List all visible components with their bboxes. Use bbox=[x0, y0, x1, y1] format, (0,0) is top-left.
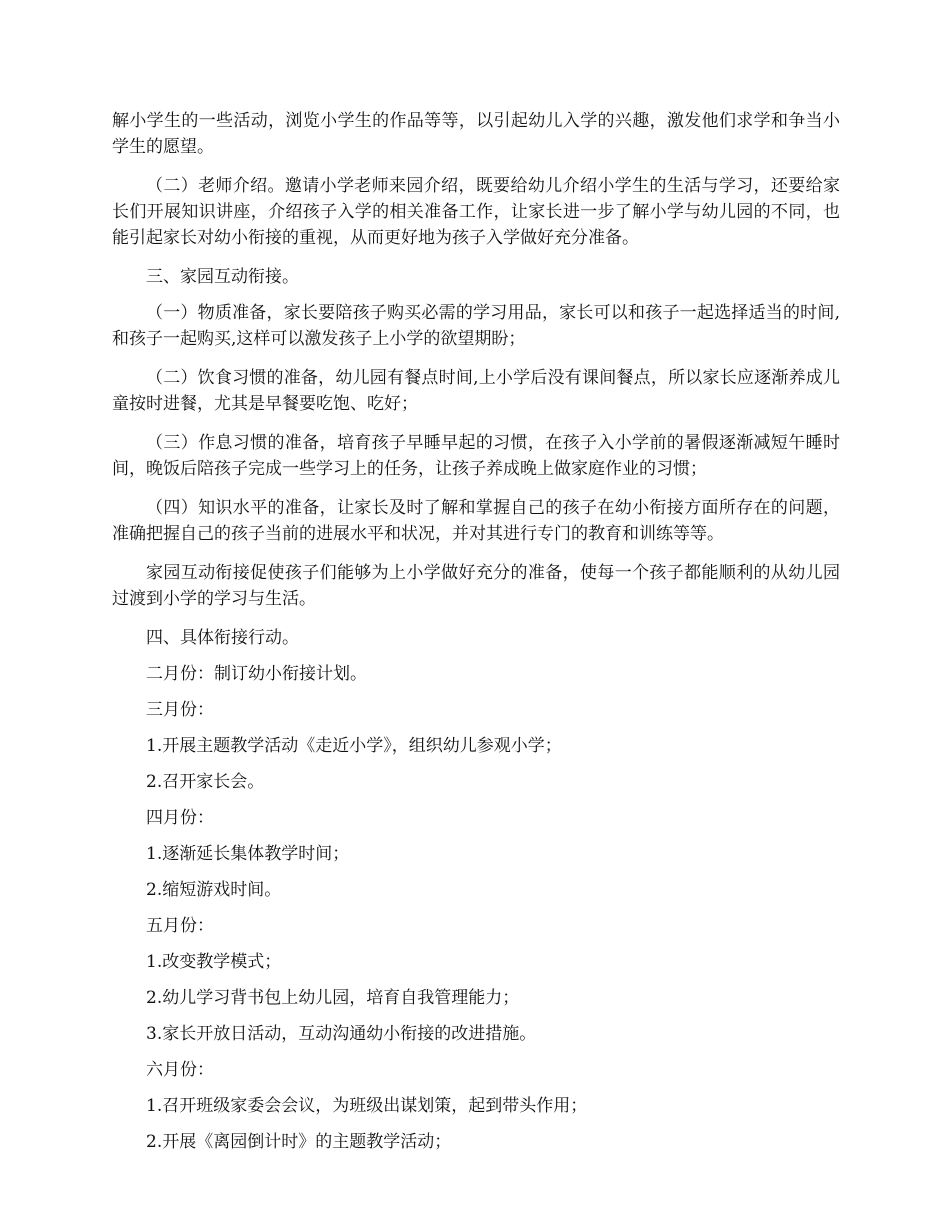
month-heading: 三月份： bbox=[146, 700, 214, 720]
paragraph-5: （二）饮食习惯的准备，幼儿园有餐点时间,上小学后没有课间餐点，所以家长应逐渐养成儿童按时进餐，尤其是早餐要吃饱、吃好； bbox=[112, 368, 840, 414]
list-item: 2.开展《离园倒计时》的主题教学活动； bbox=[146, 1132, 452, 1152]
month-heading: 四月份： bbox=[146, 808, 214, 828]
list-item: 二月份：制订幼小衔接计划。 bbox=[146, 664, 367, 684]
list-item: 1.开展主题教学活动《走近小学》，组织幼儿参观小学； bbox=[146, 736, 562, 756]
paragraph-4: （一）物质准备，家长要陪孩子购买必需的学习用品，家长可以和孩子一起选择适当的时间,和孩子一起购买,这样可以激发孩子上小学的欲望期盼； bbox=[112, 303, 840, 349]
paragraph-8: 家园互动衔接促使孩子们能够为上小学做好充分的准备，使每一个孩子都能顺利的从幼儿园过渡到小学的学习与生活。 bbox=[112, 563, 840, 609]
list-item: 2.召开家长会。 bbox=[146, 772, 265, 792]
month-heading: 五月份： bbox=[146, 916, 214, 936]
list-item: 3.家长开放日活动，互动沟通幼小衔接的改进措施。 bbox=[146, 1024, 537, 1044]
paragraph-1: 解小学生的一些活动，浏览小学生的作品等等，以引起幼儿入学的兴趣，激发他们求学和争当小学生的愿望。 bbox=[112, 111, 840, 157]
list-item: 1.逐渐延长集体教学时间； bbox=[146, 844, 350, 864]
list-item: 1.召开班级家委会会议，为班级出谋划策，起到带头作用； bbox=[146, 1096, 588, 1116]
list-item: 1.改变教学模式； bbox=[146, 952, 282, 972]
section-heading-4: 四、具体衔接行动。 bbox=[146, 628, 299, 648]
paragraph-6: （三）作息习惯的准备，培育孩子早睡早起的习惯，在孩子入小学前的暑假逐渐减短午睡时间，晚饭后陪孩子完成一些学习上的任务，让孩子养成晚上做家庭作业的习惯； bbox=[112, 433, 840, 479]
section-heading-3: 三、家园互动衔接。 bbox=[146, 267, 299, 287]
document-body bbox=[112, 108, 840, 1165]
paragraph-2: （二）老师介绍。邀请小学老师来园介绍，既要给幼儿介绍小学生的生活与学习，还要给家长们开展知识讲座，介绍孩子入学的相关准备工作，让家长进一步了解小学与幼儿园的不同，也能引起家长对幼小衔接的重视，从而更好地为孩子入学做好充分准备。 bbox=[112, 176, 840, 248]
paragraph-7: （四）知识水平的准备，让家长及时了解和掌握自己的孩子在幼小衔接方面所存在的问题，准确把握自己的孩子当前的进展水平和状况，并对其进行专门的教育和训练等等。 bbox=[112, 498, 840, 544]
list-item: 2.幼儿学习背书包上幼儿园，培育自我管理能力； bbox=[146, 988, 520, 1008]
month-heading: 六月份： bbox=[146, 1060, 214, 1080]
list-item: 2.缩短游戏时间。 bbox=[146, 880, 282, 900]
